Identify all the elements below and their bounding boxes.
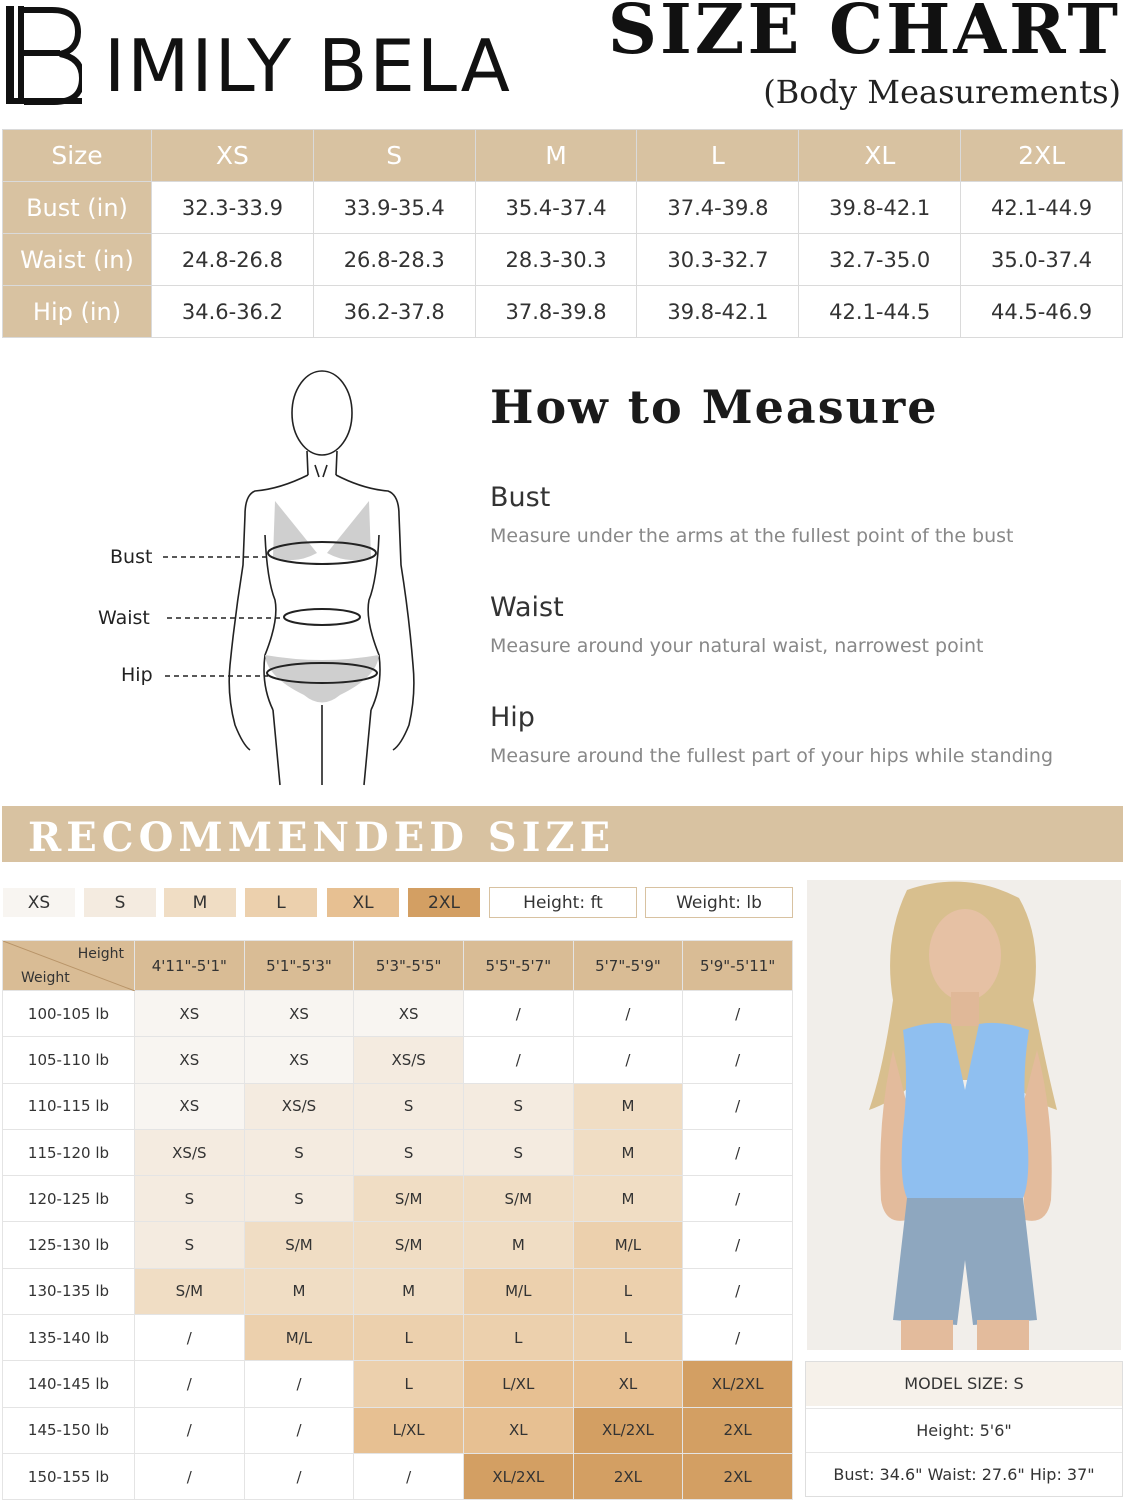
figure-bust-label: Bust [110,546,153,568]
height-col-header: 4'11"-5'1" [135,941,245,991]
measure-desc: Measure under the arms at the fullest point of the bust [490,525,1014,547]
size-cell: / [354,1453,464,1499]
size-cell: / [683,1129,793,1175]
size-cell: 2XL [573,1453,683,1499]
measurement-cell: 24.8-26.8 [152,234,314,286]
measure-label: Waist [490,592,564,623]
height-col-header: 5'9"-5'11" [683,941,793,991]
size-cell: S [463,1129,573,1175]
measurement-cell: 42.1-44.9 [961,182,1123,234]
recommended-banner [2,806,1123,862]
size-cell: XS/S [354,1037,464,1083]
measurement-row [3,182,1123,234]
size-cell: XL/2XL [683,1361,793,1407]
weight-row-label: 115-120 lb [3,1129,135,1175]
measurement-cell: 37.8-39.8 [475,286,637,338]
table-corner [3,941,135,991]
size-cell: S/M [354,1222,464,1268]
size-cell: / [244,1453,354,1499]
measurement-cell: 32.3-33.9 [152,182,314,234]
size-cell: / [135,1361,245,1407]
size-cell: L [354,1361,464,1407]
size-cell: / [135,1407,245,1453]
measurement-cell: 28.3-30.3 [475,234,637,286]
size-cell: S [135,1176,245,1222]
size-cell: M/L [463,1268,573,1314]
size-cell: S/M [135,1268,245,1314]
measurement-cell: 26.8-28.3 [313,234,475,286]
table-row [3,1083,793,1129]
size-cell: / [683,1268,793,1314]
measure-label: Hip [490,702,535,733]
legend-xs: XS [3,888,75,917]
measurement-cell: 30.3-32.7 [637,234,799,286]
model-info-box [805,1361,1123,1497]
size-cell: / [135,1453,245,1499]
measurement-row [3,234,1123,286]
measurement-cell: 32.7-35.0 [799,234,961,286]
recommended-title: RECOMMENDED SIZE [28,814,616,861]
measurement-cell: 34.6-36.2 [152,286,314,338]
measurement-cell: 42.1-44.5 [799,286,961,338]
size-cell: M/L [573,1222,683,1268]
size-cell: XL/2XL [463,1453,573,1499]
size-cell: M [573,1176,683,1222]
size-cell: M [354,1268,464,1314]
measurement-row [3,286,1123,338]
table-row [3,1453,793,1499]
weight-row-label: 140-145 lb [3,1361,135,1407]
measurement-cell: 39.8-42.1 [637,286,799,338]
measurement-cell: 36.2-37.8 [313,286,475,338]
height-header-row [3,941,793,991]
size-cell: / [244,1361,354,1407]
size-cell: L [573,1268,683,1314]
size-cell: XS [354,991,464,1037]
weight-row-label: 145-150 lb [3,1407,135,1453]
size-cell: / [683,1037,793,1083]
measure-label: Bust [490,482,551,513]
size-cell: M [244,1268,354,1314]
size-cell: XS [244,1037,354,1083]
size-cell: M/L [244,1315,354,1361]
height-unit-label: Height: ft [489,887,637,918]
measurement-row-label: Hip (in) [3,286,152,338]
size-cell: XL [463,1407,573,1453]
how-to-measure-title: How to Measure [490,380,939,434]
measure-item-hip [490,702,1053,767]
weight-row-label: 100-105 lb [3,991,135,1037]
size-cell: L [573,1315,683,1361]
weight-row-label: 135-140 lb [3,1315,135,1361]
measurement-cell: 35.0-37.4 [961,234,1123,286]
brand-logo [4,2,82,106]
size-cell: XL [573,1361,683,1407]
size-cell: 2XL [683,1453,793,1499]
size-cell: S [463,1083,573,1129]
table-row [3,1315,793,1361]
size-cell: / [463,1037,573,1083]
measurement-cell: 37.4-39.8 [637,182,799,234]
size-col-header: L [637,130,799,182]
brand-name: IMILY BELA [104,24,512,108]
model-size: MODEL SIZE: S [806,1362,1122,1406]
size-cell: S [354,1129,464,1175]
height-col-header: 5'5"-5'7" [463,941,573,991]
size-cell: S/M [463,1176,573,1222]
size-col-header: XS [152,130,314,182]
body-figure [95,365,425,790]
size-col-header: M [475,130,637,182]
measure-item-bust [490,482,1014,547]
size-cell: XS [135,991,245,1037]
measurement-row-label: Bust (in) [3,182,152,234]
measure-item-waist [490,592,984,657]
size-cell: 2XL [683,1407,793,1453]
measurement-table [2,129,1123,338]
size-cell: XS [135,1083,245,1129]
size-cell: XS [244,991,354,1037]
size-cell: / [683,1176,793,1222]
measurement-row-label: Waist (in) [3,234,152,286]
size-cell: L [463,1315,573,1361]
size-cell: M [463,1222,573,1268]
size-cell: S [135,1222,245,1268]
measure-desc: Measure around your natural waist, narrowest point [490,635,984,657]
size-cell: / [573,1037,683,1083]
weight-row-label: 105-110 lb [3,1037,135,1083]
size-cell: / [463,991,573,1037]
size-cell: S [244,1129,354,1175]
model-photo [807,880,1121,1350]
size-cell: XS [135,1037,245,1083]
size-cell: / [683,1315,793,1361]
height-col-header: 5'7"-5'9" [573,941,683,991]
size-cell: M [573,1129,683,1175]
size-cell: XL/2XL [573,1407,683,1453]
weight-unit-label: Weight: lb [645,887,793,918]
table-row [3,1268,793,1314]
legend-xl: XL [327,888,399,917]
model-height: Height: 5'6" [806,1408,1122,1452]
measurement-header-row [3,130,1123,182]
page-title: SIZE CHART [607,0,1121,70]
size-cell: S [354,1083,464,1129]
size-cell: S [244,1176,354,1222]
size-col-header: S [313,130,475,182]
size-cell: XS/S [244,1083,354,1129]
table-row [3,1407,793,1453]
size-cell: / [135,1315,245,1361]
figure-hip-label: Hip [121,664,153,686]
table-row [3,1361,793,1407]
height-col-header: 5'1"-5'3" [244,941,354,991]
model-measurements: Bust: 34.6" Waist: 27.6" Hip: 37" [806,1452,1122,1496]
size-col-header: 2XL [961,130,1123,182]
size-cell: S/M [244,1222,354,1268]
table-row [3,1037,793,1083]
measurement-cell: 35.4-37.4 [475,182,637,234]
weight-row-label: 110-115 lb [3,1083,135,1129]
recommended-size-table [2,940,793,1500]
legend-2xl: 2XL [408,888,480,917]
height-col-header: 5'3"-5'5" [354,941,464,991]
measure-desc: Measure around the fullest part of your hips while standing [490,745,1054,767]
figure-waist-label: Waist [98,607,150,629]
weight-row-label: 130-135 lb [3,1268,135,1314]
measurement-cell: 33.9-35.4 [313,182,475,234]
size-cell: L/XL [463,1361,573,1407]
table-row [3,1129,793,1175]
weight-row-label: 125-130 lb [3,1222,135,1268]
size-cell: L [354,1315,464,1361]
size-header: Size [3,130,152,182]
table-row [3,991,793,1037]
size-cell: / [683,1083,793,1129]
size-cell: / [683,1222,793,1268]
size-cell: L/XL [354,1407,464,1453]
size-cell: / [573,991,683,1037]
size-cell: / [244,1407,354,1453]
size-cell: M [573,1083,683,1129]
legend-m: M [164,888,236,917]
size-col-header: XL [799,130,961,182]
weight-row-label: 150-155 lb [3,1453,135,1499]
corner-height-label: Height [77,946,124,962]
legend-l: L [245,888,317,917]
table-row [3,1222,793,1268]
measurement-cell: 44.5-46.9 [961,286,1123,338]
page-subtitle: (Body Measurements) [763,73,1121,111]
size-cell: XS/S [135,1129,245,1175]
table-row [3,1176,793,1222]
weight-row-label: 120-125 lb [3,1176,135,1222]
measurement-cell: 39.8-42.1 [799,182,961,234]
size-cell: S/M [354,1176,464,1222]
size-cell: / [683,991,793,1037]
legend-s: S [84,888,156,917]
corner-weight-label: Weight [21,970,70,986]
